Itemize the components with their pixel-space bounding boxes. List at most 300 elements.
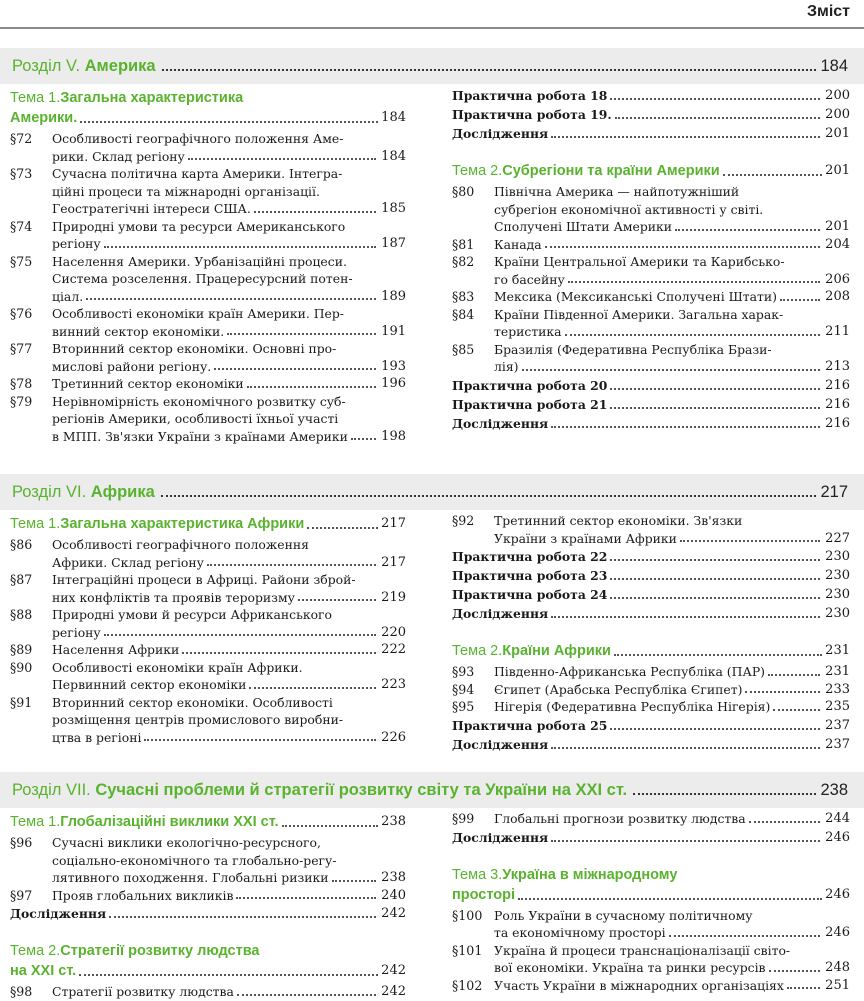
toc-entry[interactable] [10,606,406,641]
page-number: 201 [825,126,850,141]
entry-line: Україна й процеси транснаціоналізації світо- [494,942,791,958]
page-number: 198 [381,428,406,444]
topic-heading[interactable] [452,865,850,905]
entry-line: соціально-економічного та глобально-регу- [52,852,337,868]
entry-last-line [52,887,406,905]
page-number: 201 [825,163,850,178]
page-number: 196 [381,376,406,391]
paragraph-number: §98 [10,984,33,999]
page-number: 223 [381,677,406,692]
page-number: 187 [381,236,406,251]
dot-leader [522,369,821,371]
paragraph-number: §99 [452,811,475,826]
topic-heading[interactable] [10,812,406,832]
entry-line: Мексика (Мексиканські Сполучені Штати) [494,289,777,304]
paragraph-number: §81 [452,236,475,252]
dot-leader [610,388,820,390]
entry-line: регіону [52,236,101,251]
topic-title: на XXI ст. [10,963,77,979]
toc-entry[interactable] [452,698,850,716]
row-title: Практична робота 24 [452,587,608,602]
page-number: 230 [825,606,850,621]
entry-line: Особливості економіки країн Америки. Пер- [52,306,344,321]
dot-leader [723,174,823,176]
topic-heading[interactable] [452,161,850,181]
section-page: 217 [820,482,848,501]
entry-last-line [494,924,850,942]
entry-line: Особливості географічного положення Аме- [52,131,344,146]
toc-entry[interactable] [10,983,406,1001]
topic-title: Субрегіони та країни Америки [502,163,720,179]
toc-entry[interactable] [452,288,850,306]
dot-leader [161,495,817,497]
toc-entry[interactable] [10,305,406,340]
topic-label: Тема 1. [10,90,61,106]
toc-entry[interactable] [10,130,406,165]
paragraph-number: §84 [452,306,475,322]
dot-leader [236,897,376,899]
page-number: 246 [825,925,850,940]
toc-row[interactable] [452,124,850,143]
entry-line: Сучасні виклики екологічно-ресурсного, [52,835,321,850]
topic-line [452,161,850,181]
page-number: 185 [381,201,406,216]
paragraph-number: §75 [10,253,33,269]
page-number: 204 [825,236,850,252]
spacer [452,623,850,635]
toc-row[interactable] [452,395,850,414]
page-number: 230 [825,568,850,583]
entry-last-line [52,358,406,376]
entry-last-line [494,959,850,977]
toc-entry[interactable] [10,641,406,659]
topic-label: Тема 2. [10,943,61,959]
dot-leader [768,674,820,676]
entry-text [494,236,850,254]
row-title: Практична робота 25 [452,717,608,733]
page-number: 233 [825,681,850,697]
entry-last-line [52,869,406,887]
paragraph-number: §94 [452,681,475,697]
paragraph-number: §88 [10,607,33,622]
toc-entry[interactable] [10,659,406,694]
page-number: 213 [825,359,850,374]
page-number: 217 [381,516,406,531]
section-page: 238 [820,780,848,799]
entry-line: вої економіки. Україна та ринки ресурсів [494,960,766,975]
toc-row[interactable] [452,828,850,847]
section-label [12,483,155,502]
paragraph-number: §72 [10,131,33,146]
paragraph-number: §74 [10,218,33,234]
entry-line: розміщення центрів промислового виробни- [52,712,344,727]
page-number: 240 [381,887,406,903]
entry-line: Особливості економіки країн Африки. [52,659,303,675]
dot-leader [610,728,820,730]
page-number: 231 [825,664,850,679]
entry-line: рики. Склад регіону [52,148,185,164]
topic-line [10,812,406,832]
entry-line: Вторинний сектор економіки. Основні про- [52,341,337,356]
dot-leader [568,281,820,283]
dot-leader [332,880,377,882]
dot-leader [633,793,816,795]
toc-row[interactable] [452,86,850,105]
entry-line: Первинний сектор економіки [52,677,247,692]
row-title: Практична робота 22 [452,549,608,564]
entry-line: субрегіон економічної активності у світі. [494,201,764,217]
section-page: 184 [820,56,848,75]
topic-line [10,941,406,961]
page-number: 231 [825,643,850,658]
dot-leader [182,652,376,654]
dot-leader [610,98,820,100]
dot-leader [745,691,820,693]
topic-title: Країни Африки [502,643,611,659]
dot-leader [773,709,820,711]
topic-title: просторі [452,886,515,903]
entry-line: Система розселення. Працересурсний потен- [52,271,353,286]
topic-title: Америки. [10,110,78,126]
dot-leader [86,298,376,300]
topic-label: Тема 2. [452,163,503,179]
entry-line: Третинний сектор економіки. Зв'язки [494,513,743,528]
dot-leader [144,739,376,741]
toc-row[interactable] [452,604,850,623]
section-header[interactable] [0,772,864,808]
page-number: 216 [825,396,850,412]
entry-line: ціал. [52,288,84,304]
entry-last-line [52,641,406,659]
topic-label: Тема 1. [10,814,61,830]
dot-leader [298,599,376,601]
entry-text [494,253,850,288]
dot-leader [669,935,821,937]
page-number: 220 [381,624,406,640]
page-number: 237 [825,736,850,752]
dot-leader [237,994,376,996]
toc-entry[interactable] [10,834,406,887]
paragraph-number: §73 [10,166,33,181]
topic-title: Стратегії розвитку людства [60,943,260,959]
section-header[interactable] [0,48,864,84]
topic-heading[interactable] [10,88,406,128]
entry-line: регіонів Америки, особливості їхньої участі [52,411,339,426]
page-number: 200 [825,107,850,122]
toc-row[interactable] [452,735,850,754]
entry-text [494,698,850,716]
page-number: 238 [381,814,406,829]
paragraph-number: §90 [10,659,33,675]
dot-leader [104,246,376,248]
toc-column-left [10,810,406,1001]
toc-row[interactable] [452,414,850,433]
entry-last-line [52,624,406,642]
entry-text [52,887,406,905]
row-title: Практична робота 21 [452,396,608,412]
page-number: 242 [381,963,406,978]
entry-line: Природні умови та ресурси Американського [52,218,346,234]
entry-last-line [52,428,406,446]
entry-line: Бразилія (Федеративна Республіка Брази- [494,341,772,357]
dot-leader [247,386,376,388]
entry-text [52,536,406,571]
entry-text [494,512,850,547]
entry-text [52,571,406,606]
dot-leader [249,687,376,689]
page-number: 219 [381,589,406,605]
entry-text [52,253,406,306]
paragraph-number: §93 [452,664,475,679]
page-number: 216 [825,415,850,431]
toc-row[interactable] [452,566,850,585]
entry-last-line [494,681,850,699]
page-number: 235 [825,699,850,714]
toc-entry[interactable] [10,887,406,905]
entry-text [52,983,406,1001]
toc-entry[interactable] [10,393,406,446]
entry-text [494,810,850,828]
entry-line: ційні процеси та міжнародні організації. [52,183,320,199]
topic-heading[interactable] [452,641,850,661]
entry-line: Участь України в міжнародних організаціях [494,977,784,993]
dot-leader [551,840,820,842]
toc-entry[interactable] [10,375,406,393]
toc-entry[interactable] [10,253,406,306]
entry-line: Населення Америки. Урбанізаційні процеси. [52,253,347,269]
entry-text [52,305,406,340]
entry-line: Сучасна політична карта Америки. Інтегра- [52,166,343,181]
toc-entry[interactable] [10,694,406,747]
entry-line: Країни Південної Америки. Загальна харак- [494,306,784,322]
toc-entry[interactable] [452,977,850,995]
toc-row[interactable] [10,904,406,923]
entry-last-line [494,530,850,548]
entry-text [494,663,850,681]
dot-leader [518,898,822,900]
page-number: 216 [825,377,850,393]
dot-leader [610,407,820,409]
entry-line: Третинний сектор економіки [52,376,244,391]
spacer [10,923,406,935]
toc-entry[interactable] [452,681,850,699]
entry-line: Канада [494,236,542,252]
page-number: 201 [825,219,850,234]
entry-line: Африки. Склад регіону [52,554,204,570]
page-number: 230 [825,549,850,564]
section-number: Розділ VI. [12,482,91,501]
page-number: 227 [825,530,850,546]
paragraph-number: §76 [10,306,33,321]
entry-last-line [494,323,850,341]
entry-line: та економічному просторі [494,925,666,940]
entry-text [52,834,406,887]
toc-column-right [452,810,850,994]
topic-line [10,108,406,128]
paragraph-number: §79 [10,393,33,409]
entry-last-line [52,676,406,694]
entry-line: Сполучені Штати Америки [494,219,673,234]
entry-line: Країни Центральної Америки та Карибсько- [494,254,785,269]
page-number: 242 [381,906,406,921]
entry-last-line [494,288,850,306]
topic-heading[interactable] [10,941,406,981]
entry-line: Північна Америка — найпотужніший [494,184,740,199]
page-number: 244 [825,811,850,826]
toc-entry[interactable] [452,810,850,828]
dot-leader [551,136,820,138]
toc-entry[interactable] [452,183,850,236]
dot-leader [545,246,821,248]
dot-leader [551,616,820,618]
paragraph-number: §96 [10,835,33,850]
entry-line: Інтеграційні процеси в Африці. Райони збрoй- [52,572,356,587]
entry-last-line [52,323,406,341]
page-number: 208 [825,289,850,304]
toc-entry[interactable] [10,340,406,375]
entry-line: Нерівномірність економічного розвитку суб- [52,393,346,409]
toc-entry[interactable] [452,253,850,288]
toc-row[interactable] [452,547,850,566]
entry-last-line [52,589,406,607]
entry-text [52,165,406,218]
paragraph-number: §100 [452,907,483,923]
dot-leader [80,121,378,123]
toc-row[interactable] [452,105,850,124]
dot-leader [680,540,820,542]
entry-line: регіону [52,624,101,640]
entry-line: них конфліктів та проявів тероризму [52,589,295,605]
toc-column-left [10,86,406,445]
entry-last-line [52,375,406,393]
entry-line: Роль України в сучасному політичному [494,907,753,923]
dot-leader [207,564,376,566]
paragraph-number: §97 [10,887,33,903]
entry-line: лятивного походження. Глобальні ризики [52,870,329,885]
entry-last-line [494,810,850,828]
running-header: Зміст [806,3,850,20]
entry-last-line [52,554,406,572]
paragraph-number: §89 [10,642,33,657]
paragraph-number: §83 [452,289,475,304]
dot-leader [214,368,376,370]
toc-row[interactable] [452,376,850,395]
paragraph-number: §86 [10,537,33,552]
entry-text [494,288,850,306]
page-number: 189 [381,288,406,304]
page-number: 246 [825,829,850,845]
toc-entry[interactable] [10,218,406,253]
row-title: Дослідження [452,829,549,845]
dot-leader [307,527,378,529]
toc-entry[interactable] [10,165,406,218]
entry-text [52,130,406,165]
page-number: 193 [381,358,406,374]
entry-text [494,977,850,995]
topic-label: Тема 1. [10,516,61,532]
entry-last-line [494,236,850,254]
dot-leader [610,597,820,599]
dot-leader [104,634,376,636]
entry-text [494,183,850,236]
entry-text [52,606,406,641]
paragraph-number: §80 [452,184,475,199]
row-title: Практична робота 23 [452,568,608,583]
topic-heading[interactable] [10,514,406,534]
topic-line [452,641,850,661]
page-number: 200 [825,88,850,103]
section-label [12,781,627,800]
paragraph-number: §95 [452,699,475,714]
page-number: 230 [825,587,850,602]
page-number: 222 [381,642,406,657]
entry-text [52,393,406,446]
toc-entry[interactable] [452,512,850,547]
entry-last-line [52,288,406,306]
spacer [452,847,850,859]
paragraph-number: §82 [452,254,475,269]
toc-row[interactable] [452,585,850,604]
toc-entry[interactable] [452,341,850,376]
entry-last-line [52,983,406,1001]
entry-line: теристика [494,324,562,339]
topic-line [452,885,850,905]
entry-line: Геостратегічні інтереси США. [52,201,251,216]
entry-line: Населення Африки [52,642,180,657]
entry-last-line [494,358,850,376]
page-number: 237 [825,717,850,733]
toc-row[interactable] [452,716,850,735]
entry-last-line [52,235,406,253]
entry-line: мислові райони регіону. [52,358,212,374]
toc-entry[interactable] [452,236,850,254]
dot-leader [551,747,820,749]
paragraph-number: §85 [452,341,475,357]
entry-line: лія) [494,359,519,374]
toc-entry[interactable] [452,942,850,977]
toc-column-right [452,512,850,754]
spacer [452,143,850,155]
entry-text [52,340,406,375]
page-number: 217 [381,554,406,570]
entry-line: Південно-Африканська Республіка (ПАР) [494,664,766,679]
toc-entry[interactable] [10,536,406,571]
toc-entry[interactable] [452,306,850,341]
entry-line: Стратегії розвитку людства [52,984,234,999]
entry-text [52,694,406,747]
dot-leader [282,825,379,827]
entry-text [494,942,850,977]
toc-entry[interactable] [452,907,850,942]
page-number: 211 [825,324,850,339]
paragraph-number: §78 [10,376,33,391]
dot-leader [610,559,820,561]
entry-last-line [494,271,850,289]
entry-last-line [494,698,850,716]
entry-last-line [52,148,406,166]
row-title: Практична робота 19. [452,107,612,122]
dot-leader [188,158,376,160]
entry-last-line [494,663,850,681]
toc-entry[interactable] [10,571,406,606]
entry-line: винний сектор економіки. [52,323,225,339]
topic-line [10,514,406,534]
dot-leader [780,299,820,301]
entry-line: Вторинний сектор економіки. Особливості [52,694,333,710]
page-number: 246 [825,886,850,902]
section-header[interactable] [0,474,864,510]
toc-entry[interactable] [452,663,850,681]
